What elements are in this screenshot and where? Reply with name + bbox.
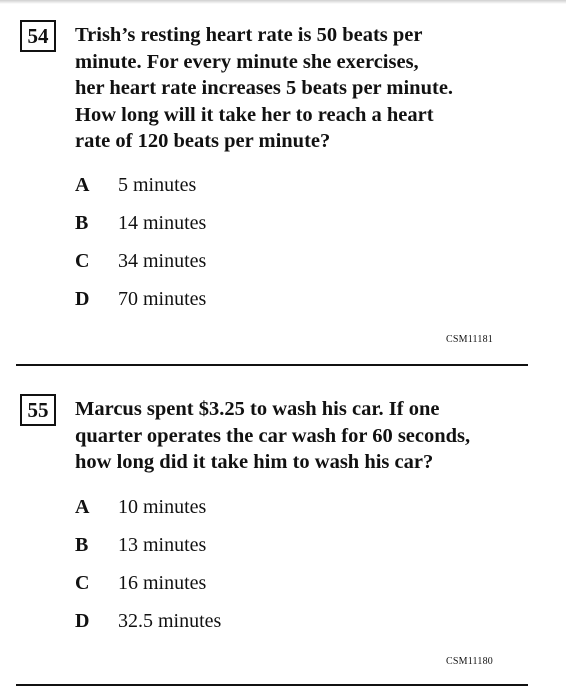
option-letter: B — [75, 212, 89, 234]
stem-line: Marcus spent $3.25 to wash his car. If one — [75, 398, 440, 420]
answer-option-a[interactable] — [75, 172, 196, 198]
option-letter: C — [75, 250, 90, 272]
question-number-box: 55 — [20, 394, 56, 426]
option-text: 13 minutes — [118, 534, 207, 556]
answer-option-b[interactable] — [75, 532, 206, 558]
option-text: 70 minutes — [118, 288, 207, 310]
answer-option-c[interactable] — [75, 570, 206, 596]
answer-option-c[interactable] — [75, 248, 206, 274]
stem-line: her heart rate increases 5 beats per minute. — [75, 77, 454, 99]
option-letter: D — [75, 288, 90, 310]
question-stem — [75, 22, 535, 155]
option-letter: C — [75, 572, 90, 594]
answer-option-a[interactable] — [75, 494, 206, 520]
option-text: 32.5 minutes — [118, 610, 222, 632]
option-text: 16 minutes — [118, 572, 207, 594]
option-letter: D — [75, 610, 90, 632]
option-letter: B — [75, 534, 89, 556]
question-divider — [16, 684, 528, 686]
option-text: 10 minutes — [118, 496, 207, 518]
answer-option-d[interactable] — [75, 608, 221, 634]
answer-option-d[interactable] — [75, 286, 206, 312]
option-text: 5 minutes — [118, 174, 197, 196]
stem-line: Trish’s resting heart rate is 50 beats per — [75, 24, 423, 46]
top-edge-shadow — [0, 0, 566, 4]
option-text: 14 minutes — [118, 212, 207, 234]
answer-option-b[interactable] — [75, 210, 206, 236]
item-code: CSM11180 — [446, 656, 493, 667]
option-text: 34 minutes — [118, 250, 207, 272]
question-number-box: 54 — [20, 20, 56, 52]
stem-line: How long will it take her to reach a heart — [75, 103, 434, 126]
option-letter: A — [75, 174, 90, 196]
option-letter: A — [75, 496, 90, 518]
stem-line: quarter operates the car wash for 60 seconds, — [75, 424, 471, 447]
item-code: CSM11181 — [446, 334, 493, 345]
stem-line: rate of 120 beats per minute? — [75, 130, 331, 152]
question-stem — [75, 396, 535, 476]
stem-line: how long did it take him to wash his car? — [75, 451, 434, 473]
question-divider — [16, 364, 528, 366]
stem-line: minute. For every minute she exercises, — [75, 50, 419, 73]
